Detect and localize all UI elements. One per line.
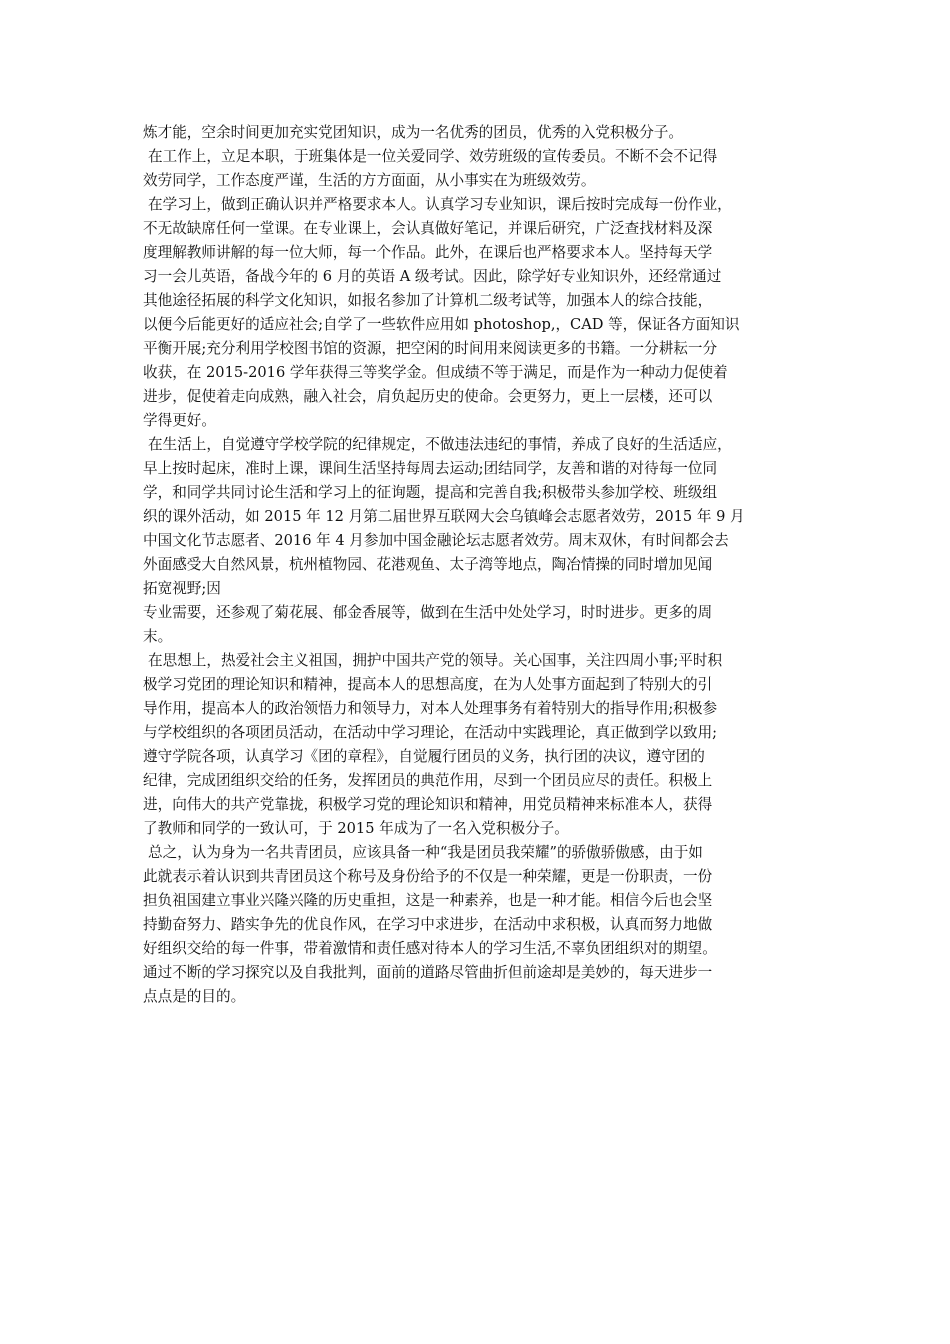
text-line: 点点是的目的。 <box>143 988 246 1005</box>
paragraph-first-line: 在生活上，自觉遵守学校学院的纪律规定，不做违法违纪的事情，养成了良好的生活适应， <box>148 436 732 453</box>
text-line: 纪律，完成团组织交给的任务，发挥团员的典范作用，尽到一个团员应尽的责任。积极上 <box>143 772 713 789</box>
text-line: 中国文化节志愿者、2016 年 4 月参加中国金融论坛志愿者效劳。周末双休，有时间都会去 <box>143 532 729 549</box>
text-line: 此就表示着认识到共青团员这个称号及身份给予的不仅是一种荣耀，更是一份职责，一份 <box>143 868 713 885</box>
text-line: 专业需要，还参观了菊花展、郁金香展等，做到在生活中处处学习，时时进步。更多的周 <box>143 604 713 621</box>
text-line: 炼才能，空余时间更加充实党团知识，成为一名优秀的团员，优秀的入党积极分子。 <box>143 124 683 141</box>
text-line: 了教师和同学的一致认可，于 2015 年成为了一名入党积极分子。 <box>143 820 569 837</box>
text-line: 进，向伟大的共产党靠拢，积极学习党的理论知识和精神，用党员精神来标准本人，获得 <box>143 796 713 813</box>
paragraph-first-line: 总之，认为身为一名共青团员，应该具备一种“我是团员我荣耀”的骄傲骄傲感，由于如 <box>148 844 703 861</box>
text-line: 外面感受大自然风景，杭州植物园、花港观鱼、太子湾等地点，陶冶情操的同时增加见闻 <box>143 556 713 573</box>
text-line: 末。 <box>143 628 173 645</box>
text-line: 习一会儿英语，备战今年的 6 月的英语 A 级考试。因此，除学好专业知识外，还经常通过 <box>143 268 722 285</box>
text-line: 效劳同学，工作态度严谨，生活的方方面面，从小事实在为班级效劳。 <box>143 172 596 189</box>
document-body <box>143 121 813 1009</box>
text-line: 持勤奋努力、踏实争先的优良作风，在学习中求进步，在活动中求积极，认真而努力地做 <box>143 916 713 933</box>
text-line: 拓宽视野;因 <box>143 580 221 597</box>
text-line: 学，和同学共同讨论生活和学习上的征询题，提高和完善自我;积极带头参加学校、班级组 <box>143 484 718 501</box>
text-line: 遵守学院各项，认真学习《团的章程》，自觉履行团员的义务，执行团的决议，遵守团的 <box>143 748 705 765</box>
paragraph-first-line: 在工作上，立足本职，于班集体是一位关爱同学、效劳班级的宣传委员。不断不会不记得 <box>148 148 718 165</box>
text-line: 早上按时起床，准时上课，课间生活坚持每周去运动;团结同学，友善和谐的对待每一位同 <box>143 460 718 477</box>
text-line: 度理解教师讲解的每一位大师，每一个作品。此外，在课后也严格要求本人。坚持每天学 <box>143 244 713 261</box>
text-line: 通过不断的学习探究以及自我批判，面前的道路尽管曲折但前途却是美妙的，每天进步一 <box>143 964 713 981</box>
text-line: 好组织交给的每一件事，带着激情和责任感对待本人的学习生活,不辜负团组织对的期望。 <box>143 940 717 957</box>
text-line: 织的课外活动，如 2015 年 12 月第二届世界互联网大会乌镇峰会志愿者效劳，2015 年 9 月 <box>143 508 745 525</box>
text-line: 平衡开展;充分利用学校图书馆的资源，把空闲的时间用来阅读更多的书籍。一分耕耘一分 <box>143 340 718 357</box>
text-line: 极学习党团的理论知识和精神，提高本人的思想高度，在为人处事方面起到了特别大的引 <box>143 676 713 693</box>
text-line: 不无故缺席任何一堂课。在专业课上，会认真做好笔记，并课后研究，广泛查找材料及深 <box>143 220 713 237</box>
paragraph-first-line: 在思想上，热爱社会主义祖国，拥护中国共产党的领导。关心国事，关注四周小事;平时积 <box>148 652 723 669</box>
paragraph-first-line: 在学习上，做到正确认识并严格要求本人。认真学习专业知识，课后按时完成每一份作业， <box>148 196 732 213</box>
text-line: 导作用，提高本人的政治领悟力和领导力，对本人处理事务有着特别大的指导作用;积极参 <box>143 700 718 717</box>
text-line: 进步，促使着走向成熟，融入社会，肩负起历史的使命。会更努力，更上一层楼，还可以 <box>143 388 713 405</box>
text-line: 以便今后能更好的适应社会;自学了一些软件应用如 photoshop,，CAD 等，保证各方面知识 <box>143 316 740 333</box>
text-line: 收获，在 2015-2016 学年获得三等奖学金。但成绩不等于满足，而是作为一种动力促使着 <box>143 364 728 381</box>
text-line: 担负祖国建立事业兴隆兴隆的历史重担，这是一种素养，也是一种才能。相信今后也会坚 <box>143 892 713 909</box>
text-line: 学得更好。 <box>143 412 216 429</box>
text-line: 其他途径拓展的科学文化知识，如报名参加了计算机二级考试等，加强本人的综合技能， <box>143 292 713 309</box>
text-line: 与学校组织的各项团员活动，在活动中学习理论，在活动中实践理论，真正做到学以致用; <box>143 724 718 741</box>
